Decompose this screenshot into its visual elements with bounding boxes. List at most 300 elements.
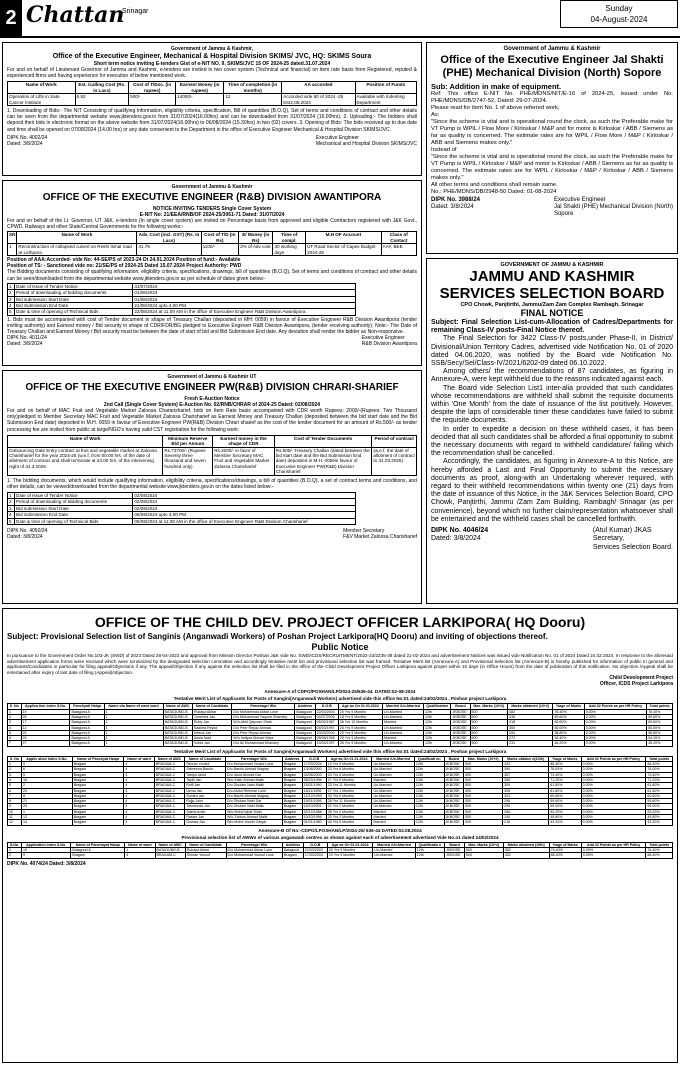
column-header: Board xyxy=(445,842,465,847)
column-header: S. No xyxy=(8,756,22,761)
merit-list-caption-a: Tentative Merit List of Applicants for Posts of Sangini(Anganwadi Workers) advertised vide this office No:01 dated:24/02/2024 , Poshan project Larkipora xyxy=(173,696,507,702)
column-header: %age of Marks xyxy=(553,704,584,709)
table-cell: 22 Yrs 2 Months xyxy=(326,804,372,809)
table-cell: 367 xyxy=(503,772,549,777)
notice-date: Dated: 3/8/2024 xyxy=(7,341,43,348)
column-header: Add 02 Points as per HR Policy xyxy=(581,756,646,761)
table-row xyxy=(8,820,673,825)
table-cell: 300 xyxy=(508,725,553,730)
table-cell: 01/01/1980 xyxy=(302,820,326,825)
table-cell: 7 xyxy=(8,741,22,746)
table-cell: 4 xyxy=(124,815,155,820)
table-cell: BRAGAM-C xyxy=(154,783,184,788)
column-header: D.O.B xyxy=(303,842,327,847)
signatory-office: F&V Market Zaloosa Charisharief xyxy=(343,534,417,541)
table-cell: 2 xyxy=(8,853,22,858)
table-cell: 2 xyxy=(8,767,22,772)
signatory-title: Executive Engineer xyxy=(361,335,405,342)
table-cell: Ruby Jan xyxy=(192,720,231,725)
table-cell: 17 xyxy=(21,720,70,725)
table-cell: 12 xyxy=(8,820,22,825)
table-cell: 26 Yrs 9 Months xyxy=(338,741,382,746)
table-cell: 12th xyxy=(424,730,451,735)
notice-subtitle: Fresh E-Auction Notice xyxy=(184,396,240,402)
table-cell: Bragam xyxy=(72,772,124,777)
table-cell: 12th xyxy=(424,725,451,730)
bid-notes: 1. Downloading of Bids:- The NIT Consisting of qualifying information, eligibility criteria, specification, Bill of quantities (B.O.Q), Set of terms and conditions of contract and other details can be seen from the departmental website www.jktenders.gov.in from 31/07/2024(16.00hrs) and can be downloaded from 31/07/2024 (16.00hrs). 2. Uploading:- The bidders shall deposit their bids in electronic format on the above website from 31/07/2024(16.00hrs) to 06/08/2024 (15.30hrs) in two (02) covers. 3. Opening of Bids: The bids received up to due date and time shall be opened on 07/08/2024 (14.00 hrs) or any date convenient to the Department in the office of Executive Engineer Mechanical & Hospital Division SKIMS/JVC. xyxy=(7,108,417,133)
table-cell: Tahmeeda Jan xyxy=(185,804,226,809)
table-cell: 13 xyxy=(21,815,72,820)
table-cell: BRAGAM-C xyxy=(154,788,184,793)
table-cell: BATAGUND-B xyxy=(155,847,185,852)
table-cell: JKBOSE xyxy=(444,788,464,793)
table-cell: 500 xyxy=(464,767,503,772)
column-header: Application Index S.No. xyxy=(21,842,70,847)
column-header: Name of AWC xyxy=(163,704,192,709)
table-cell: 500 xyxy=(470,725,508,730)
table-cell: BRAGAM-C xyxy=(154,820,184,825)
table-cell: 43.20% xyxy=(646,820,673,825)
table-cell: 500 xyxy=(470,730,508,735)
table-cell: Rujja John xyxy=(185,799,226,804)
table-cell: JKBOSE xyxy=(444,799,464,804)
table-cell: Bragam xyxy=(72,820,124,825)
table-cell: 1 xyxy=(125,847,155,852)
table-cell: JKBOSE xyxy=(444,767,464,772)
table-cell: 500 xyxy=(464,793,503,798)
table-cell: 28 Yrs 11 Months xyxy=(326,799,372,804)
table-cell: JKBOSE xyxy=(444,793,464,798)
table-cell: 4 xyxy=(124,820,155,825)
table-cell: D/o Javid Ahmad Dar xyxy=(226,772,283,777)
table-cell: Balagund A xyxy=(70,709,104,714)
table-cell: Married xyxy=(383,720,424,725)
signatory-title: Executive Engineer xyxy=(553,197,606,204)
table-cell: 12th xyxy=(415,853,445,858)
column-header: D.O.B xyxy=(302,756,326,761)
table-cell: 60.60% xyxy=(646,793,673,798)
government-line: GOVERNMENT OF JAMMU & KASHMIR xyxy=(500,262,604,268)
column-header: Panchyat/ Halqa xyxy=(70,704,104,709)
tender-notice-awantipora xyxy=(2,180,422,366)
table-cell: 86.40% xyxy=(549,762,581,767)
table-cell: Un-Married xyxy=(383,741,424,746)
table-cell: 0.00% xyxy=(584,730,647,735)
table-cell: 9 xyxy=(8,804,22,809)
table-cell: 05/08/1998 xyxy=(315,736,338,741)
table-cell: 308 xyxy=(503,788,549,793)
table-cell: 04/07/2005 xyxy=(315,714,338,719)
table-cell: 272 xyxy=(508,736,553,741)
table-cell: 4 xyxy=(124,777,155,782)
table-cell: 0.00% xyxy=(584,720,647,725)
column-header: Marks obtained (10th) xyxy=(503,842,549,847)
table-cell: 4 xyxy=(124,799,155,804)
table-cell: 1 xyxy=(21,809,72,814)
table-cell: 432 xyxy=(503,762,549,767)
signatory-office: Officer, ICDS Project Larkipora xyxy=(599,681,673,688)
table-cell: 63.60% xyxy=(647,720,673,725)
table-cell: Un-Married xyxy=(373,847,415,852)
table-cell: Married xyxy=(383,736,424,741)
table-cell: Balagund A xyxy=(70,714,104,719)
table-cell: 11 xyxy=(8,815,22,820)
table-cell: 76.40% xyxy=(647,709,673,714)
table-cell: 19/01/1995 xyxy=(302,799,326,804)
column-header: %age of Marks xyxy=(549,756,581,761)
notice-subject: Sub: Addition in make of equipment. xyxy=(431,82,562,91)
table-cell: 19 xyxy=(21,847,70,852)
government-line: Government of Jammu & Kashmir UT xyxy=(167,374,257,380)
table-cell: Sumira Jan xyxy=(185,793,226,798)
table-cell: 4 xyxy=(125,853,155,858)
table-cell: Bragam xyxy=(72,804,124,809)
table-cell: JKBOSE xyxy=(451,741,470,746)
table-cell: Bragam xyxy=(282,815,302,820)
para-3: The Board vide Selection List1 inter-alia provided that such candidates whose recommendations are withheld shall submit the requisite documents within 'One Month' from the date of issuance of the list positively. However, despite the laps of considerable timer these candidates have failed to submit the requisite documents. xyxy=(431,384,673,425)
table-cell: 63.60% xyxy=(553,720,584,725)
selection-list-table xyxy=(7,842,673,859)
table-cell: 59.00% xyxy=(646,804,673,809)
merit-list-table-b xyxy=(7,756,673,826)
notice-title: JAMMU AND KASHMIR SERVICES SELECTION BOARD xyxy=(439,268,665,302)
table-cell: Rasiee Jan xyxy=(185,815,226,820)
table-cell: Un-Married xyxy=(372,804,414,809)
table-cell: JKBOSE xyxy=(451,714,470,719)
table-cell: 348 xyxy=(508,714,553,719)
bid-documents-text: The Bidding documents consisting of qualifying information, eligibility criteria, specifications, drawings, bill of quantities (B.O.Q), Set of terms and conditions of contract and other details can be seen/downloaded from the departmental website www.jktenders.gov.in as per schedule of dates given below:- xyxy=(7,269,417,282)
para-2: As: xyxy=(431,112,440,119)
table-cell: 309 xyxy=(503,783,549,788)
table-cell: BATAGUND-B xyxy=(163,730,192,735)
column-header: Name of AWC xyxy=(155,842,185,847)
table-cell: 12th xyxy=(414,804,444,809)
table-cell: 266 xyxy=(503,809,549,814)
notice-intro: For and on behalf of MAC Fruit and Vegetable Market Zaloosa Chararisharief, bids on Item Rate basis accompanied with CDR worth Rupees: 2000/-(Rupees: Two Thousand only)pledged to Member Secretary MAC Fruit and Vegetable Market Zalossa Charisharief as Earnest Money and Treasury Challan (deposited between the bid start date and the Bid Submission End date) deposited in M.H. 0059 in favour of Executive Engineer PW(R&B) Division Chrari sharief as the cost of the tender document for an amount of Rs.500/- as tender processing fee are invited from public at large/NGO's having valid CST registration for the following work: xyxy=(7,408,417,433)
table-cell: 500 xyxy=(470,736,508,741)
table-cell: 20 Yrs 9 Months xyxy=(338,730,382,735)
table-cell: 12th xyxy=(424,709,451,714)
table-cell: 500 xyxy=(464,777,503,782)
table-cell: Un-Married xyxy=(372,783,414,788)
table-cell: 86.40% xyxy=(646,853,673,858)
table-cell: Bragam xyxy=(72,815,124,820)
column-header: D.O.B xyxy=(315,704,338,709)
table-cell: 4 xyxy=(8,725,22,730)
notice-title: OFFICE OF THE EXECUTIVE ENGINEER PW(R&B) DIVISION CHRARI-SHARIEF xyxy=(25,382,399,393)
table-cell: JKBOSE xyxy=(444,762,464,767)
table-cell: 69.60% xyxy=(647,714,673,719)
table-cell: 12th xyxy=(424,714,451,719)
table-cell: Un-Married xyxy=(372,762,414,767)
table-cell: 295 xyxy=(503,804,549,809)
table-cell: 36 Yrs 10 Months xyxy=(338,720,382,725)
table-cell: 12th xyxy=(414,777,444,782)
table-cell: 4 xyxy=(124,767,155,772)
column-header: Name of ward xyxy=(125,842,155,847)
table-cell: 0.00% xyxy=(584,741,647,746)
table-cell: 59.00% xyxy=(549,804,581,809)
table-cell: Bragam xyxy=(72,767,124,772)
table-cell: 19 Yrs 9 Months xyxy=(327,853,373,858)
table-cell: 15/11/1996 xyxy=(302,788,326,793)
table-cell: 12th xyxy=(424,720,451,725)
table-cell: 0.00% xyxy=(581,783,646,788)
table-cell: 35 Yrs 0 Months xyxy=(326,809,372,814)
table-cell: 78.00% xyxy=(549,767,581,772)
notice-date: Dated: 3/8/2024 xyxy=(431,535,481,543)
table-cell: Bragam xyxy=(283,853,304,858)
notice-subtitle: Short term notice inviting E-tenders Gist of e-NIT NO. 9, SKIMS/JVC 15 OF 2024-25 dated.31.07.2024 xyxy=(93,61,331,67)
table-cell: 54.40% xyxy=(553,736,584,741)
table-cell: Bragam xyxy=(72,762,124,767)
table-cell: 0.00% xyxy=(581,777,646,782)
table-cell: 6 xyxy=(21,767,72,772)
table-cell: 1 xyxy=(8,762,22,767)
notice-intro: For and on behalf of Lieutenant Governor of Jammu and Kashmir, e-tenders are invited in two cover system (Technical and financial) on item rate basis from Registered, reputed & experienced firms and having experience for execution of below mentioned work. xyxy=(7,67,417,80)
table-cell: 12th xyxy=(414,762,444,767)
table-cell: 61.60% xyxy=(549,788,581,793)
table-cell: Bragam xyxy=(72,809,124,814)
signatory-office: Jal Shakti (PHE) Mechanical Division (North) xyxy=(553,204,673,211)
table-cell: 0.00% xyxy=(581,762,646,767)
signatory-title: Member Secretary xyxy=(343,528,385,535)
signatory-name: (Atul Kumar) JKAS xyxy=(592,527,652,535)
table-cell: Bragam xyxy=(282,762,302,767)
table-cell: 303 xyxy=(503,793,549,798)
issue-day: Sunday xyxy=(605,4,633,13)
table-cell: 73.40% xyxy=(549,772,581,777)
table-cell: 298 xyxy=(503,799,549,804)
table-cell: 20 xyxy=(21,736,70,741)
bid-documents-text: 1. The bidding documents, which would include qualifying information, eligibility criteria, specifications/drawings, a bill of quantities (B.O.Q), a set of contract terms and conditions, and other details, can be viewed/downloaded from the departmental website www.jktenders.gov.in on the dates listed below:- xyxy=(7,477,417,490)
table-cell: Rukaya Akbar xyxy=(192,709,231,714)
table-cell: 1 xyxy=(104,725,163,730)
table-cell: 15/03/1997 xyxy=(315,741,338,746)
table-cell: 76.40% xyxy=(553,709,584,714)
signatory-title: Secretary, xyxy=(592,535,625,543)
table-cell: 500 xyxy=(464,799,503,804)
table-cell: Balagund A xyxy=(70,720,104,725)
table-cell: 12th xyxy=(414,783,444,788)
table-cell: D/o Mohammad Akbar Lone xyxy=(232,709,295,714)
table-cell: D/o Peer Reyaz Ahmad xyxy=(232,730,295,735)
table-cell: 0.00% xyxy=(581,853,646,858)
table-cell: Nazima Reyaz xyxy=(192,725,231,730)
table-cell: 3 xyxy=(8,772,22,777)
table-cell: 22/03/2003 xyxy=(315,709,338,714)
table-cell: 500 xyxy=(464,772,503,777)
table-cell: 500 xyxy=(464,809,503,814)
table-cell: 25 xyxy=(21,804,72,809)
tender-notice-skims xyxy=(2,42,422,176)
table-cell: D/o Abdul Rehman Lone xyxy=(226,788,283,793)
table-cell: 12/12/1993 xyxy=(302,793,326,798)
table-cell: 1 xyxy=(104,714,163,719)
dipk-number: DIPK No. 3988/24 xyxy=(431,197,481,204)
column-header: Name of Candidate xyxy=(185,842,226,847)
table-cell: Heena Jan xyxy=(192,730,231,735)
table-cell: 19 xyxy=(21,709,70,714)
table-cell: D/o Mohammad Yousuf Lone xyxy=(226,853,283,858)
notice-date: Dated: 3/8/2024 xyxy=(7,534,43,541)
table-cell: 20 Yrs 9 Months xyxy=(338,709,382,714)
table-cell: 25 xyxy=(21,730,70,735)
table-cell: 17/03/2004 xyxy=(303,853,327,858)
table-cell: Bragam xyxy=(72,799,124,804)
table-cell: JKBOSE xyxy=(445,853,465,858)
table-cell: 58.80% xyxy=(553,730,584,735)
para-5: "Since the scheme is vital and is operational round the clock, as such the Preferable make for VT Pump is WPIL / Kirloskar / M&P and motor is Kirloskar / ABB / Siemens as far as quality is concerned. The estimate rates are for WPIL / Kirloskar / M&P / Kirloskar / ABB / Siemens makes only." xyxy=(431,154,673,182)
column-header: Married /Un-Married xyxy=(373,842,415,847)
table-cell: Bragam xyxy=(71,853,125,858)
table-cell: 12th xyxy=(414,815,444,820)
annexure-b-label: Annexure-B Of No:-CDPO/LPOSHAN/LP/2024-25/ 636-44 DATED:02.08.2024 xyxy=(258,827,422,833)
table-cell: 53.20% xyxy=(549,809,581,814)
table-cell: Ruifi Jan xyxy=(185,783,226,788)
table-cell: 382 xyxy=(503,847,549,852)
table-row xyxy=(8,741,673,746)
table-cell: 3 xyxy=(8,720,22,725)
table-cell: BRAGAM-C xyxy=(154,799,184,804)
work-table: SN Name of Work Adv. Cost (incl. GST) (Rs. In Lacs) Cost of T/D (In Rs) E/ Money (in Rs) Time of compl. M.H OF Account Class of Contact 1 Reconstruction of collapsed culvert on Reshi Ismal road at Lethpora. 41.79 1100/- 2% of Adv cost 30 working days UT Road Sector of Capex Budget 2024-25 AAY, BEE xyxy=(7,231,417,256)
table-cell: BATAGUND-B xyxy=(163,720,192,725)
notice-title: OFFICE OF THE EXECUTIVE ENGINEER (R&B) DIVISION AWANTIPORA xyxy=(42,192,382,203)
table-cell: Tanzeela Jan xyxy=(192,714,231,719)
table-cell: W/o Mohd Iqbal Shah xyxy=(226,809,283,814)
table-cell: 8 xyxy=(21,793,72,798)
table-cell: Un-Married xyxy=(373,853,415,858)
board-address: CPO Chowk, Panjtirthi, Jammu/Zam Zam Complex Rambagh, Srinagar xyxy=(460,302,644,308)
table-cell: 2 xyxy=(8,714,22,719)
public-notice-label: Public Notice xyxy=(311,642,369,652)
table-cell: Tabiya Javid xyxy=(185,772,226,777)
table-cell: 4 xyxy=(124,788,155,793)
table-cell: 12 xyxy=(21,725,70,730)
notice-intro: For and on behalf of the Lt. Governor, UT J&K, e-tenders (In single cover system) are invited on Percentage basis from approved and eligible Contractors registered with J&K Govt., CPWD, Railways and other State/Central Governments for the following works:- xyxy=(7,218,417,231)
table-cell: D/o Peer Reyaz Ahmad xyxy=(232,725,295,730)
table-cell: 21 xyxy=(21,799,72,804)
table-cell: 500 xyxy=(464,847,503,852)
table-cell: 0.00% xyxy=(581,793,646,798)
para-7: No.: PHE/MDNS/DB/2948-50 Dated: 01-08-2024 xyxy=(431,189,557,196)
table-cell: BRAGAM-C xyxy=(154,815,184,820)
table-cell: Un-Married xyxy=(372,799,414,804)
table-cell: 294 xyxy=(508,730,553,735)
table-cell: Simran Yousuf xyxy=(185,853,226,858)
table-cell: 61.80% xyxy=(646,783,673,788)
table-cell: 500 xyxy=(464,820,503,825)
table-cell: W/o Zakir Ahmad Malik xyxy=(226,777,283,782)
table-cell: BRAGAM-C xyxy=(154,809,184,814)
table-cell: 1 xyxy=(104,730,163,735)
table-cell: Bragam xyxy=(282,793,302,798)
table-cell: 12th xyxy=(414,809,444,814)
para-1: Please read for item No. 1 of above referred work, xyxy=(431,105,560,112)
table-cell: 04/08/2003 xyxy=(302,772,326,777)
notice-reference: Ref: This office E-NIT No. PHE/MDNS/NIT/E-16 of 2024-25, issued under No. PHE/MDNS/DB/2747-52, Dated: 29-07-2024. xyxy=(431,91,673,105)
table-cell: 12th xyxy=(415,847,445,852)
table-cell: Sabreena Bashir xyxy=(185,767,226,772)
table-cell: 382 xyxy=(508,709,553,714)
column-header: Address xyxy=(283,842,304,847)
table-cell: 500 xyxy=(464,762,503,767)
table-cell: 9 xyxy=(21,853,70,858)
table-cell: 216 xyxy=(503,820,549,825)
edition-city: Srinagar xyxy=(122,8,149,15)
table-cell: 500 xyxy=(464,788,503,793)
table-cell: Balagund A xyxy=(70,736,104,741)
table-cell: Bragam xyxy=(72,777,124,782)
signatory-office: Mechanical and Hospital Division SKIMS/JVC xyxy=(315,140,417,147)
notice-cdpo-larkipora xyxy=(2,608,678,1063)
table-cell: 19 Yrs 9 Months xyxy=(326,762,372,767)
table-cell: 0.00% xyxy=(581,767,646,772)
table-cell: 4 xyxy=(124,793,155,798)
table-cell: 7 xyxy=(8,793,22,798)
table-cell: D/o Mohammad Akbar Lone xyxy=(226,847,283,852)
auction-notice-chrari-sharief xyxy=(2,370,422,604)
table-cell: Bragam xyxy=(72,793,124,798)
column-header: Applica tion Index S.No. xyxy=(21,704,70,709)
table-cell: 4 xyxy=(124,762,155,767)
table-cell: 0.00% xyxy=(581,820,646,825)
table-cell: 0.00% xyxy=(584,736,647,741)
table-cell: 1 xyxy=(104,741,163,746)
table-cell: 249 xyxy=(503,815,549,820)
table-cell: 25 Yrs 2 Months xyxy=(326,815,372,820)
merit-list-caption-b: Tentative Merit List of Applicants for Posts of Sangini(Anganwadi Workers) advertised vide this office No:01 dated:24/02/2024 , Poshan project Larkipora xyxy=(173,748,507,754)
table-cell: 500 xyxy=(470,720,508,725)
para-4: In order to expedite a decision on these withheld cases, it has been decided that all such candidates shall be afforded a final opportunity to submit the necessary documents with regard to withheld candidature/ failing which the recommendation shall be cancelled. xyxy=(431,425,673,458)
table-cell: 86.40% xyxy=(646,762,673,767)
table-cell: Bragam xyxy=(282,820,302,825)
table-cell: JKBOSE xyxy=(451,709,470,714)
table-cell: 25 Yrs 4 Months xyxy=(338,736,382,741)
date-box xyxy=(560,0,678,28)
table-cell: 06/03/1996 xyxy=(302,777,326,782)
table-cell: JKBOSE xyxy=(451,720,470,725)
table-cell: 318 xyxy=(508,720,553,725)
column-header: Married /Un-Married xyxy=(372,756,414,761)
table-cell: 60.60% xyxy=(549,793,581,798)
table-cell: 1 xyxy=(104,709,163,714)
table-cell: 18 Yrs 5 Months xyxy=(338,714,382,719)
table-cell: Bragam xyxy=(282,783,302,788)
table-cell: JKBOSE xyxy=(444,772,464,777)
column-header: Total points xyxy=(646,756,673,761)
column-header: Parentage/ W/o xyxy=(232,704,295,709)
table-cell: 12th xyxy=(414,799,444,804)
table-cell: BRAGAM-C xyxy=(154,772,184,777)
table-cell: Bragam xyxy=(282,788,302,793)
table-cell: 27 xyxy=(21,741,70,746)
table-cell: 8 xyxy=(8,799,22,804)
table-cell: 12th xyxy=(414,772,444,777)
column-header: Max. Marks (10+2) xyxy=(470,704,508,709)
table-cell: Un-Married xyxy=(383,725,424,730)
table-cell: 60.00% xyxy=(553,725,584,730)
table-cell: Gowsia Jan xyxy=(185,820,226,825)
table-cell: 28 xyxy=(21,714,70,719)
table-cell: 12th xyxy=(424,736,451,741)
column-header: Marks obtaine d(10th) xyxy=(503,756,549,761)
table-cell: Un-Married xyxy=(383,709,424,714)
nit-number: E-NIT No: 21/EEA/RNB/OF 2024-25/3061-71 Dated: 31/07/2024 xyxy=(139,212,285,218)
notice-jkssb xyxy=(426,258,678,604)
table-cell: 23 Yrs 6 Months xyxy=(326,767,372,772)
notice-title: Office of the Executive Engineer, Mechanical & Hospital Division SKIMS/ JVC, HQ: SKIMS Soura xyxy=(52,53,372,60)
